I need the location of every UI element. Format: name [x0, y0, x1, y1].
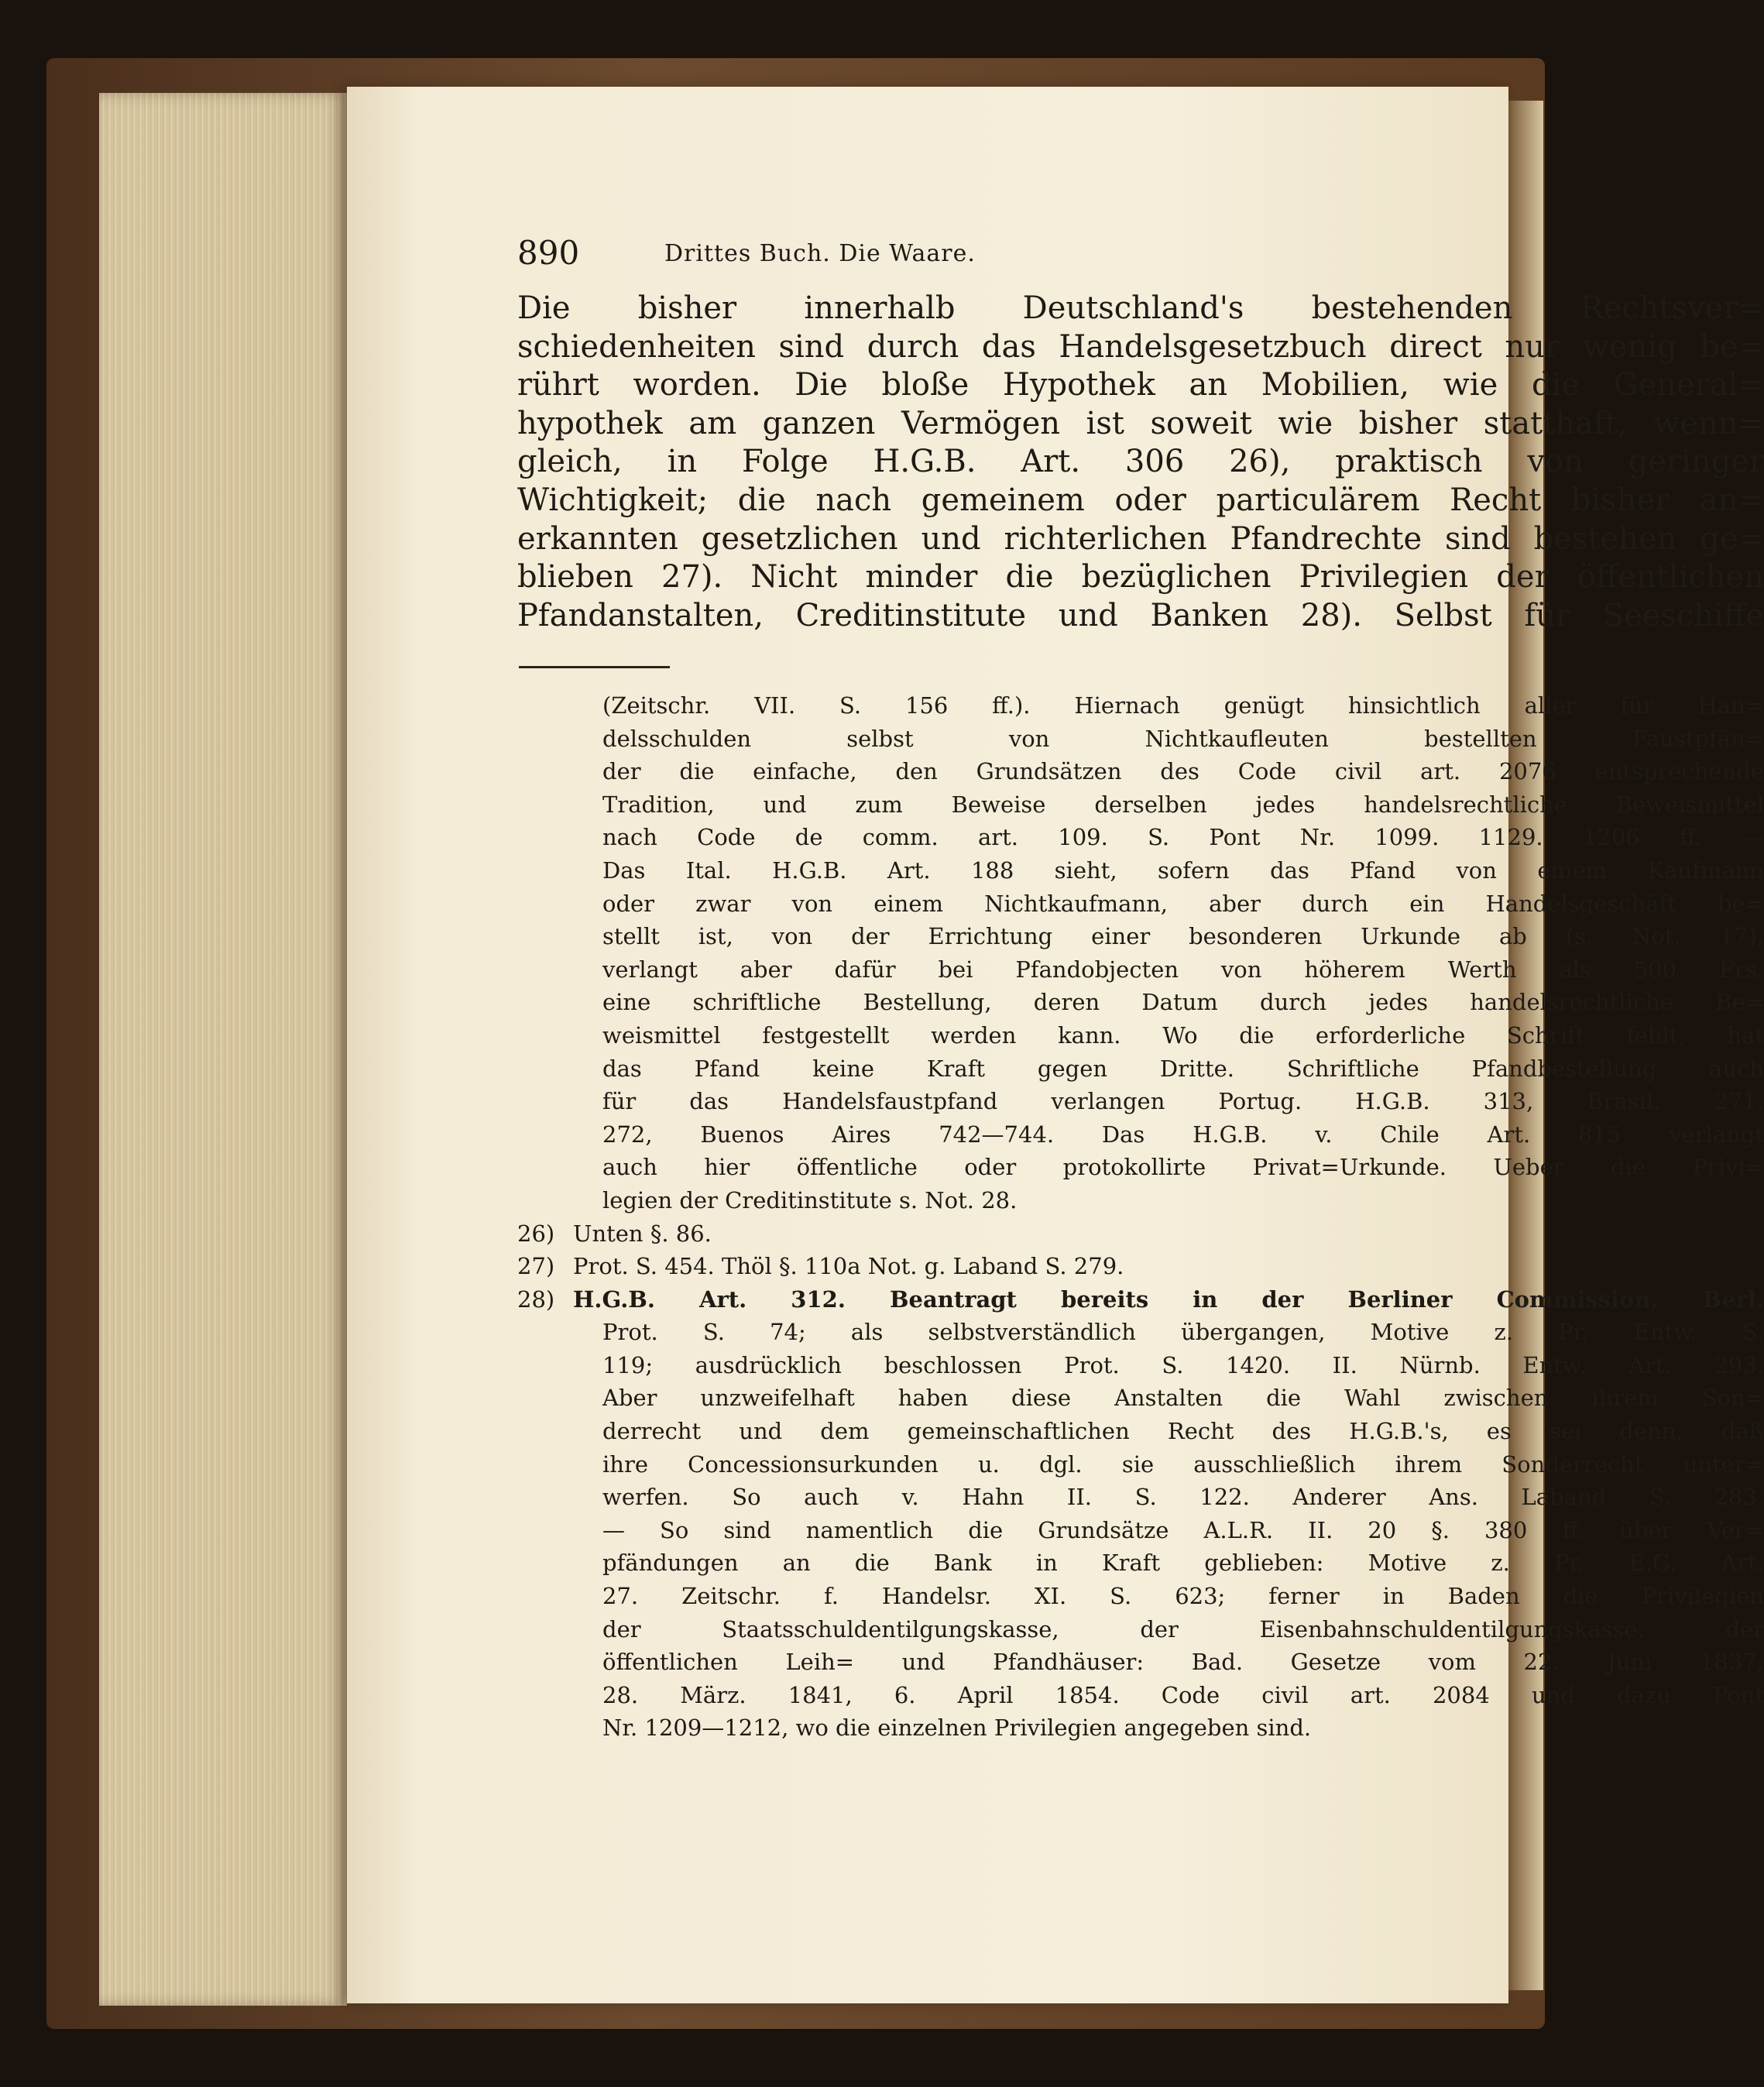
footnote-number: 27) [517, 1253, 555, 1280]
running-head [517, 234, 1555, 280]
main-line: Pfandanstalten, Creditinstitute und Banken 28). Selbst für Seeschiffe [517, 597, 1764, 633]
footnote-line: weismittel festgestellt werden kann. Wo die erforderliche Schrift fehlt, hat [602, 1021, 1764, 1049]
footnote-27 [517, 1250, 1764, 1283]
main-text [517, 290, 1764, 635]
footnote-line: öffentlichen Leih= und Pfandhäuser: Bad. Gesetze vom 22. Juni 1837, [602, 1649, 1764, 1676]
footnote-line: (Zeitschr. VII. S. 156 ff.). Hiernach genügt hinsichtlich aller für Han= [602, 692, 1764, 719]
footnote-line: derrecht und dem gemeinschaftlichen Recht des H.G.B.'s, es sei denn, daß [602, 1418, 1764, 1445]
footnote-line: 28. März. 1841, 6. April 1854. Code civil art. 2084 und dazu Pont [602, 1681, 1764, 1708]
main-line: schiedenheiten sind durch das Handelsgesetzbuch direct nur wenig be= [517, 328, 1764, 365]
main-line: erkannten gesetzlichen und richterlichen Pfandrechte sind bestehen ge= [517, 520, 1764, 557]
footnote-line: für das Handelsfaustpfand verlangen Portug. H.G.B. 313, Brasil. 271. [602, 1088, 1764, 1115]
running-head-title: Drittes Buch. Die Waare. [664, 240, 976, 267]
footnote-line: pfändungen an die Bank in Kraft geblieben: Motive z. Pr. E.G. Art. [602, 1550, 1764, 1577]
footnote-line: der die einfache, den Grundsätzen des Code civil art. 2076 entsprechende [602, 758, 1764, 785]
footnote-28 [517, 1283, 1764, 1316]
footnote-line: oder zwar von einem Nichtkaufmann, aber durch ein Handelsgeschäft be= [602, 890, 1764, 917]
footnote-line: 27. Zeitschr. f. Handelsr. XI. S. 623; ferner in Baden die Privilegien [602, 1583, 1764, 1610]
footnote-line: 119; ausdrücklich beschlossen Prot. S. 1420. II. Nürnb. Entw. Art. 293. [602, 1351, 1764, 1378]
page-edge-stack [99, 93, 347, 2006]
footnote-line: legien der Creditinstitute s. Not. 28. [602, 1186, 1018, 1213]
footnotes [517, 689, 1764, 1745]
main-line: gleich, in Folge H.G.B. Art. 306 26), praktisch von geringer [517, 444, 1764, 480]
footnote-line: Das Ital. H.G.B. Art. 188 sieht, sofern das Pfand von einem Kaufmann [602, 856, 1764, 884]
main-line: Die bisher innerhalb Deutschland's bestehenden Rechtsver= [517, 290, 1764, 326]
footnote-26 [517, 1217, 1764, 1251]
footnote-line: Nr. 1209—1212, wo die einzelnen Privilegien angegeben sind. [602, 1715, 1312, 1742]
footnote-text: Prot. S. 454. Thöl §. 110a Not. g. Laband S. 279. [573, 1253, 1124, 1280]
footnote-line: das Pfand keine Kraft gegen Dritte. Schriftliche Pfandbestellung auch [602, 1055, 1764, 1082]
main-line: rührt worden. Die bloße Hypothek an Mobilien, wie die General= [517, 367, 1764, 403]
footnote-text: H.G.B. Art. 312. Beantragt bereits in der Berliner Commission, Berl. [573, 1285, 1764, 1313]
footnote-line: — So sind namentlich die Grundsätze A.L.R. II. 20 §. 380 ff. über Ver= [602, 1516, 1764, 1543]
footnote-line: werfen. So auch v. Hahn II. S. 122. Anderer Ans. Laband S. 283. [602, 1484, 1764, 1511]
book-page [347, 87, 1764, 2003]
footnote-number: 26) [517, 1220, 555, 1247]
footnote-line: stellt ist, von der Errichtung einer besonderen Urkunde ab (s. Not. 17), [602, 923, 1764, 950]
footnote-text: Unten §. 86. [573, 1220, 712, 1247]
footnote-line: auch hier öffentliche oder protokollirte Privat=Urkunde. Ueber die Privi= [602, 1154, 1764, 1181]
footnote-line: delsschulden selbst von Nichtkaufleuten bestellten Faustpfän= [602, 725, 1764, 752]
footnote-line: Aber unzweifelhaft haben diese Anstalten die Wahl zwischen ihrem Son= [602, 1385, 1764, 1412]
footnote-line: Prot. S. 74; als selbstverständlich übergangen, Motive z. Pr. Entw. S. [602, 1319, 1764, 1346]
main-line: blieben 27). Nicht minder die bezüglichen Privilegien der öffentlichen [517, 559, 1764, 596]
footnote-number: 28) [517, 1285, 555, 1313]
footnote-line: 272, Buenos Aires 742—744. Das H.G.B. v. Chile Art. 815 verlangt [602, 1121, 1764, 1148]
footnote-line: ihre Concessionsurkunden u. dgl. sie ausschließlich ihrem Sonderrecht unter= [602, 1450, 1764, 1478]
page-number: 890 [517, 234, 580, 272]
footnote-line: nach Code de comm. art. 109. S. Pont Nr. 1099. 1129. 1206 ff. — [602, 824, 1764, 851]
footnote-line: eine schriftliche Bestellung, deren Datum durch jedes handelsrechtliche Be= [602, 989, 1764, 1016]
main-line: Wichtigkeit; die nach gemeinem oder particulärem Recht bisher an= [517, 482, 1764, 518]
footnote-line: der Staatsschuldentilgungskasse, der Eisenbahnschuldentilgungskasse, der [602, 1615, 1764, 1642]
footnote-line: Tradition, und zum Beweise derselben jedes handelsrechtliche Beweismittel [602, 791, 1764, 818]
footnote-line: verlangt aber dafür bei Pfandobjecten von höherem Werth als 500 Frs. [602, 956, 1764, 983]
footnote-separator [519, 666, 670, 668]
main-line: hypothek am ganzen Vermögen ist soweit wie bisher statthaft, wenn= [517, 405, 1764, 441]
